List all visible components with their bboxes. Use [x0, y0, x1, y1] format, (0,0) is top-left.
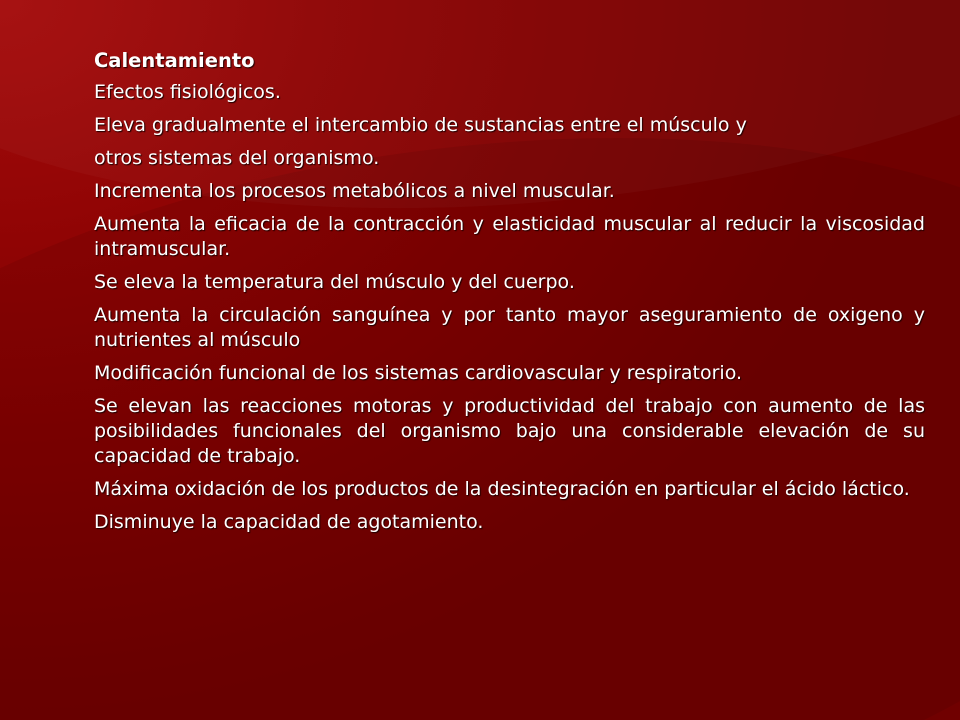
paragraph-modificacion-funcional: Modificación funcional de los sistemas cardiovascular y respiratorio. [94, 362, 743, 384]
paragraph-reacciones-motoras: Se elevan las reacciones motoras y productividad del trabajo con aumento de las posibilidades funcionales del organismo bajo una considerable elevación de su capacidad de trabajo. [94, 395, 925, 467]
paragraph-eficacia-contraccion: Aumenta la eficacia de la contracción y elasticidad muscular al reducir la viscosidad intramuscular. [94, 213, 925, 260]
slide-content [94, 48, 925, 543]
paragraph-oxidacion: Máxima oxidación de los productos de la desintegración en particular el ácido láctico. [94, 478, 910, 500]
paragraph-agotamiento: Disminuye la capacidad de agotamiento. [94, 511, 484, 533]
paragraph-procesos-metabolicos: Incrementa los procesos metabólicos a nivel muscular. [94, 180, 615, 202]
paragraph-temperatura: Se eleva la temperatura del músculo y del cuerpo. [94, 271, 575, 293]
slide-title: Calentamiento [94, 49, 255, 72]
paragraph-intercambio: Eleva gradualmente el intercambio de sustancias entre el músculo y [94, 114, 747, 136]
paragraph-circulacion: Aumenta la circulación sanguínea y por tanto mayor aseguramiento de oxigeno y nutrientes al músculo [94, 304, 925, 351]
paragraph-efectos: Efectos fisiológicos. [94, 81, 281, 103]
paragraph-otros-sistemas: otros sistemas del organismo. [94, 147, 380, 169]
